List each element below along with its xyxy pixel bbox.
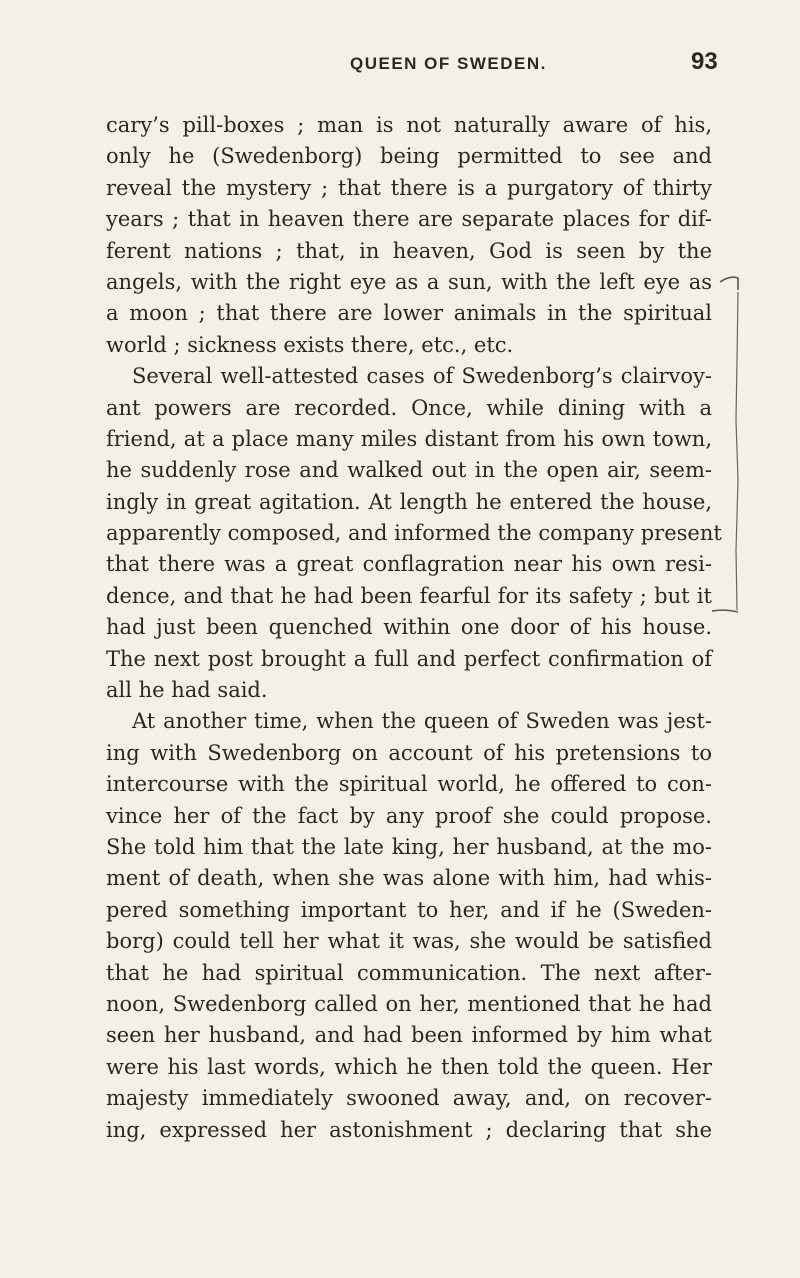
text-line: apparently composed, and informed the company present <box>106 521 722 546</box>
text-line: ing, expressed her astonishment ; declaring that she <box>106 1117 712 1142</box>
text-line: friend, at a place many miles distant from his own town, <box>106 426 712 451</box>
text-line: Several well-attested cases of Swedenborg’s clairvoy- <box>132 364 712 389</box>
text-line: were his last words, which he then told the queen. Her <box>106 1054 712 1079</box>
text-line: years ; that in heaven there are separate places for dif- <box>106 207 712 232</box>
text-line: dence, and that he had been fearful for its safety ; but it <box>106 583 712 608</box>
text-line: vince her of the fact by any proof she could propose. <box>106 803 712 828</box>
page-number: 93 <box>691 48 718 75</box>
text-line: a moon ; that there are lower animals in the spiritual <box>106 301 712 326</box>
text-line: The next post brought a full and perfect confirmation of <box>106 646 712 671</box>
text-line: seen her husband, and had been informed by him what <box>106 1023 712 1048</box>
text-line: pered something important to her, and if he (Sweden- <box>106 897 712 922</box>
text-line: ingly in great agitation. At length he entered the house, <box>106 489 712 514</box>
text-line: ferent nations ; that, in heaven, God is seen by the <box>106 238 712 263</box>
text-line: only he (Swedenborg) being permitted to see and <box>106 144 712 169</box>
text-line: ing with Swedenborg on account of his pretensions to <box>106 740 712 765</box>
text-line: noon, Swedenborg called on her, mentioned that he had <box>106 991 712 1016</box>
text-line: borg) could tell her what it was, she would be satisfied <box>106 929 712 954</box>
text-line: had just been quenched within one door of his house. <box>106 615 712 640</box>
text-line: he suddenly rose and walked out in the open air, seem- <box>106 458 712 483</box>
running-head-title: QUEEN OF SWEDEN. <box>350 54 547 73</box>
text-line: that there was a great conflagration near his own resi- <box>106 552 712 577</box>
text-line: She told him that the late king, her husband, at the mo- <box>106 834 712 859</box>
text-line: reveal the mystery ; that there is a purgatory of thirty <box>106 175 712 200</box>
text-line: ant powers are recorded. Once, while dining with a <box>106 395 712 420</box>
text-line: ment of death, when she was alone with him, had whis- <box>106 866 712 891</box>
margin-bracket-mark <box>712 270 742 640</box>
text-line: world ; sickness exists there, etc., etc. <box>106 332 514 357</box>
text-line: angels, with the right eye as a sun, with the left eye as <box>106 269 712 294</box>
text-line: cary’s pill-boxes ; man is not naturally aware of his, <box>106 113 712 137</box>
text-line: all he had said. <box>106 678 268 703</box>
body-text <box>106 110 722 1146</box>
text-line: At another time, when the queen of Sweden was jest- <box>132 709 712 734</box>
running-head <box>180 48 718 78</box>
text-line: majesty immediately swooned away, and, on recover- <box>106 1086 712 1111</box>
text-line: that he had spiritual communication. The next after- <box>106 960 712 985</box>
text-line: intercourse with the spiritual world, he offered to con- <box>106 772 712 797</box>
